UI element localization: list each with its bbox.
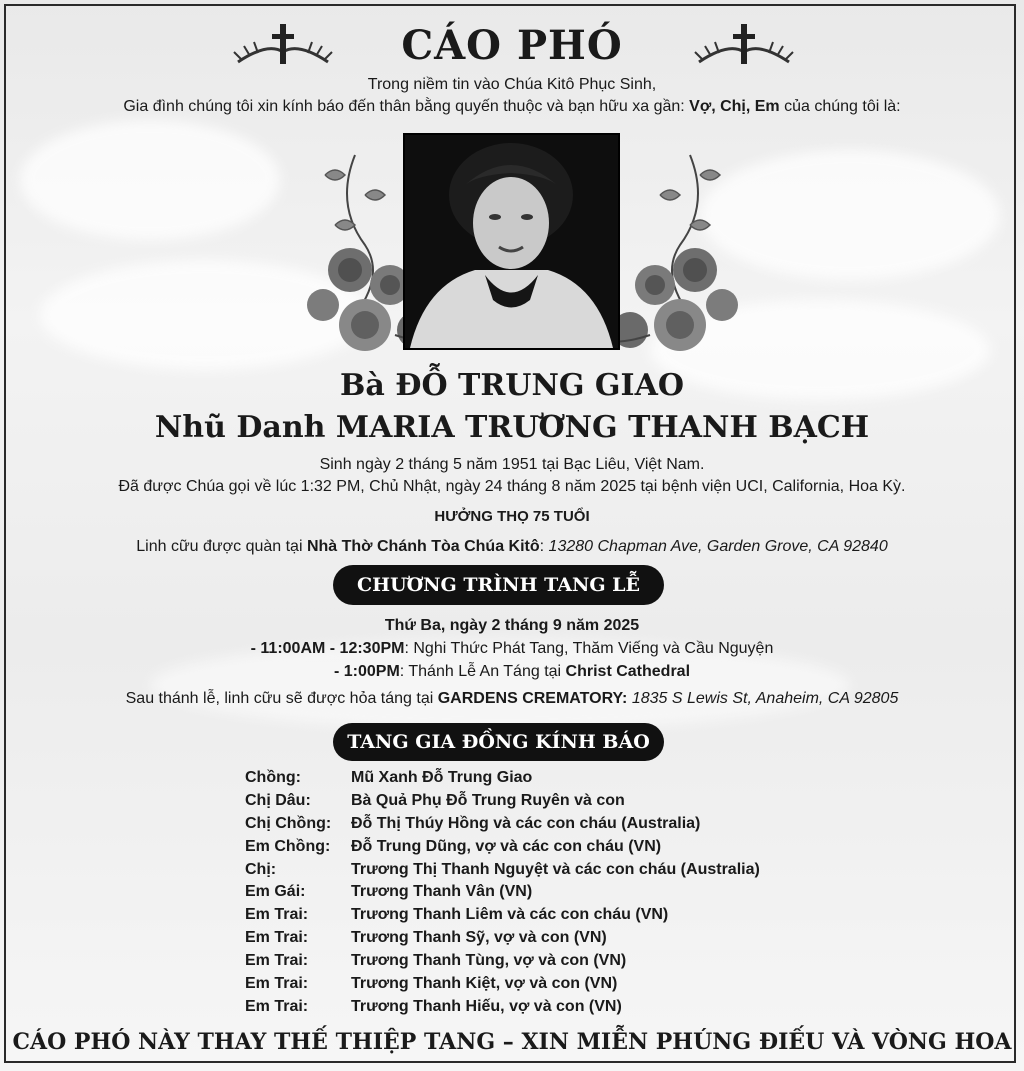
cloud-decoration [20,120,280,240]
intro-line-2-bold: Vợ, Chị, Em [689,98,780,115]
deceased-name: Bà ĐỖ TRUNG GIAO [339,368,684,403]
intro-line-2-suffix: của chúng tôi là: [779,98,901,115]
deceased-religious-name: Nhũ Danh MARIA TRƯƠNG THANH BẠCH [154,410,870,445]
family-member-name: Bà Quả Phụ Đỗ Trung Ruyên và con [351,791,625,809]
family-member-name: Trương Thanh Tùng, vợ và con (VN) [351,952,627,970]
family-member-row [245,973,760,996]
family-relation: Chị: [245,860,277,878]
family-relation: Em Chồng: [245,837,331,855]
family-relation: Em Trai: [245,929,309,947]
family-member-name: Trương Thanh Sỹ, vợ và con (VN) [351,929,607,947]
family-relation: Chị Dâu: [245,791,311,809]
program-item-2-place: Christ Cathedral [565,663,691,680]
intro-line-1: Trong niềm tin vào Chúa Kitô Phục Sinh, [367,76,657,93]
vigil-separator: : [539,538,549,555]
cremation-address: 1835 S Lewis St, Anaheim, CA 92805 [627,690,899,707]
family-list [245,767,760,1019]
intro-text [0,74,1024,118]
program-item-1-text: : Nghi Thức Phát Tang, Thăm Viếng và Cầu Nguyện [404,640,774,657]
program-date: Thứ Ba, ngày 2 tháng 9 năm 2025 [384,617,640,634]
family-member-row [245,927,760,950]
family-member-name: Trương Thanh Liêm và các con cháu (VN) [351,906,669,924]
portrait-illustration [405,135,618,348]
deceased-info [0,454,1024,498]
program-item-2-text: : Thánh Lễ An Táng tại [399,663,566,680]
program-schedule [0,614,1024,683]
family-member-name: Trương Thanh Vân (VN) [351,883,533,901]
program-item-2-time: - 1:00PM [333,663,400,680]
family-member-name: Trương Thanh Hiếu, vợ và con (VN) [351,997,622,1015]
intro-line-2 [0,96,1024,118]
family-relation: Chị Chồng: [245,814,332,832]
family-relation: Em Trai: [245,906,309,924]
family-member-name: Đỗ Thị Thúy Hồng và các con cháu (Australia) [351,814,701,832]
death-info: Đã được Chúa gọi về lúc 1:32 PM, Chủ Nhật, ngày 24 tháng 8 năm 2025 tại bệnh viện UCI, California, Hoa Kỳ. [118,478,906,495]
vigil-info [0,538,1024,556]
program-heading: CHƯƠNG TRÌNH TANG LỄ [333,565,664,605]
vigil-place: Nhà Thờ Chánh Tòa Chúa Kitô [306,538,540,555]
family-member-row [245,859,760,882]
program-item-2 [0,660,1024,683]
family-relation: Em Trai: [245,997,309,1015]
family-member-row [245,904,760,927]
intro-line-2-prefix: Gia đình chúng tôi xin kính báo đến thân bằng quyến thuộc và bạn hữu xa gần: [123,98,690,115]
program-item-1-time: - 11:00AM - 12:30PM [250,640,405,657]
cremation-place: GARDENS CREMATORY: [437,690,628,707]
program-item-1 [0,637,1024,660]
family-heading: TANG GIA ĐỒNG KÍNH BÁO [333,723,664,761]
family-member-name: Trương Thanh Kiệt, vợ và con (VN) [351,975,618,993]
family-relation: Em Gái: [245,883,306,901]
family-relation: Chồng: [245,769,301,786]
family-member-row [245,836,760,859]
vigil-prefix: Linh cữu được quàn tại [136,538,307,555]
vigil-address: 13280 Chapman Ave, Garden Grove, CA 92840 [548,538,888,555]
family-relation: Em Trai: [245,975,309,993]
family-member-name: Trương Thị Thanh Nguyệt và các con cháu (Australia) [351,860,760,878]
family-member-name: Mũ Xanh Đỗ Trung Giao [351,769,533,786]
page-title: CÁO PHÓ [401,22,623,69]
family-member-name: Đỗ Trung Dũng, vợ và các con cháu (VN) [351,837,662,855]
cremation-prefix: Sau thánh lễ, linh cữu sẽ được hỏa táng tại [125,690,438,707]
family-member-row [245,790,760,813]
family-member-row [245,996,760,1019]
cremation-info [0,690,1024,708]
footer-notice: CÁO PHÓ NÀY THAY THẾ THIỆP TANG – XIN MIỄN PHÚNG ĐIẾU VÀ VÒNG HOA [12,1029,1012,1055]
family-member-row [245,813,760,836]
birth-info: Sinh ngày 2 tháng 5 năm 1951 tại Bạc Liêu, Việt Nam. [319,456,705,473]
portrait-photo [403,133,620,350]
family-member-row [245,950,760,973]
age-info: HƯỞNG THỌ 75 TUỔI [434,508,590,525]
family-member-row [245,767,760,790]
family-member-row [245,881,760,904]
family-relation: Em Trai: [245,952,309,970]
